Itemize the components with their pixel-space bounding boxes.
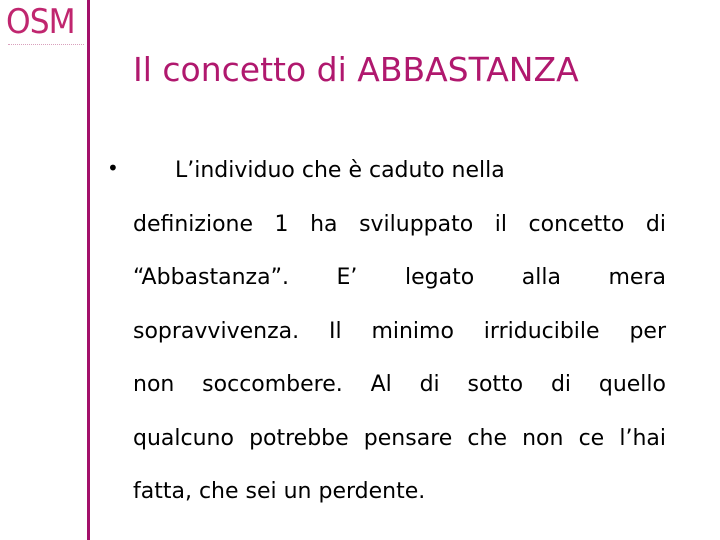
slide-title: Il concetto di ABBASTANZA <box>133 50 579 89</box>
osm-logo <box>4 2 86 50</box>
paragraph-line: qualcuno potrebbe pensare che non ce l’hai <box>133 425 666 451</box>
paragraph-line: definizione 1 ha sviluppato il concetto di <box>133 211 666 237</box>
vertical-accent-bar <box>87 0 90 540</box>
paragraph-line: non soccombere. Al di sotto di quello <box>133 372 666 397</box>
paragraph-line: L’individuo che è caduto nella <box>175 158 505 183</box>
paragraph-line: sopravvivenza. Il minimo irriducibile per <box>133 318 666 344</box>
logo-underline <box>8 44 84 47</box>
logo-text: OSM <box>6 2 75 42</box>
paragraph-line: fatta, che sei un perdente. <box>133 479 426 504</box>
paragraph-line: “Abbastanza”. E’ legato alla mera <box>133 265 666 290</box>
slide-body-paragraph <box>133 144 666 519</box>
bullet-icon: • <box>107 156 119 180</box>
